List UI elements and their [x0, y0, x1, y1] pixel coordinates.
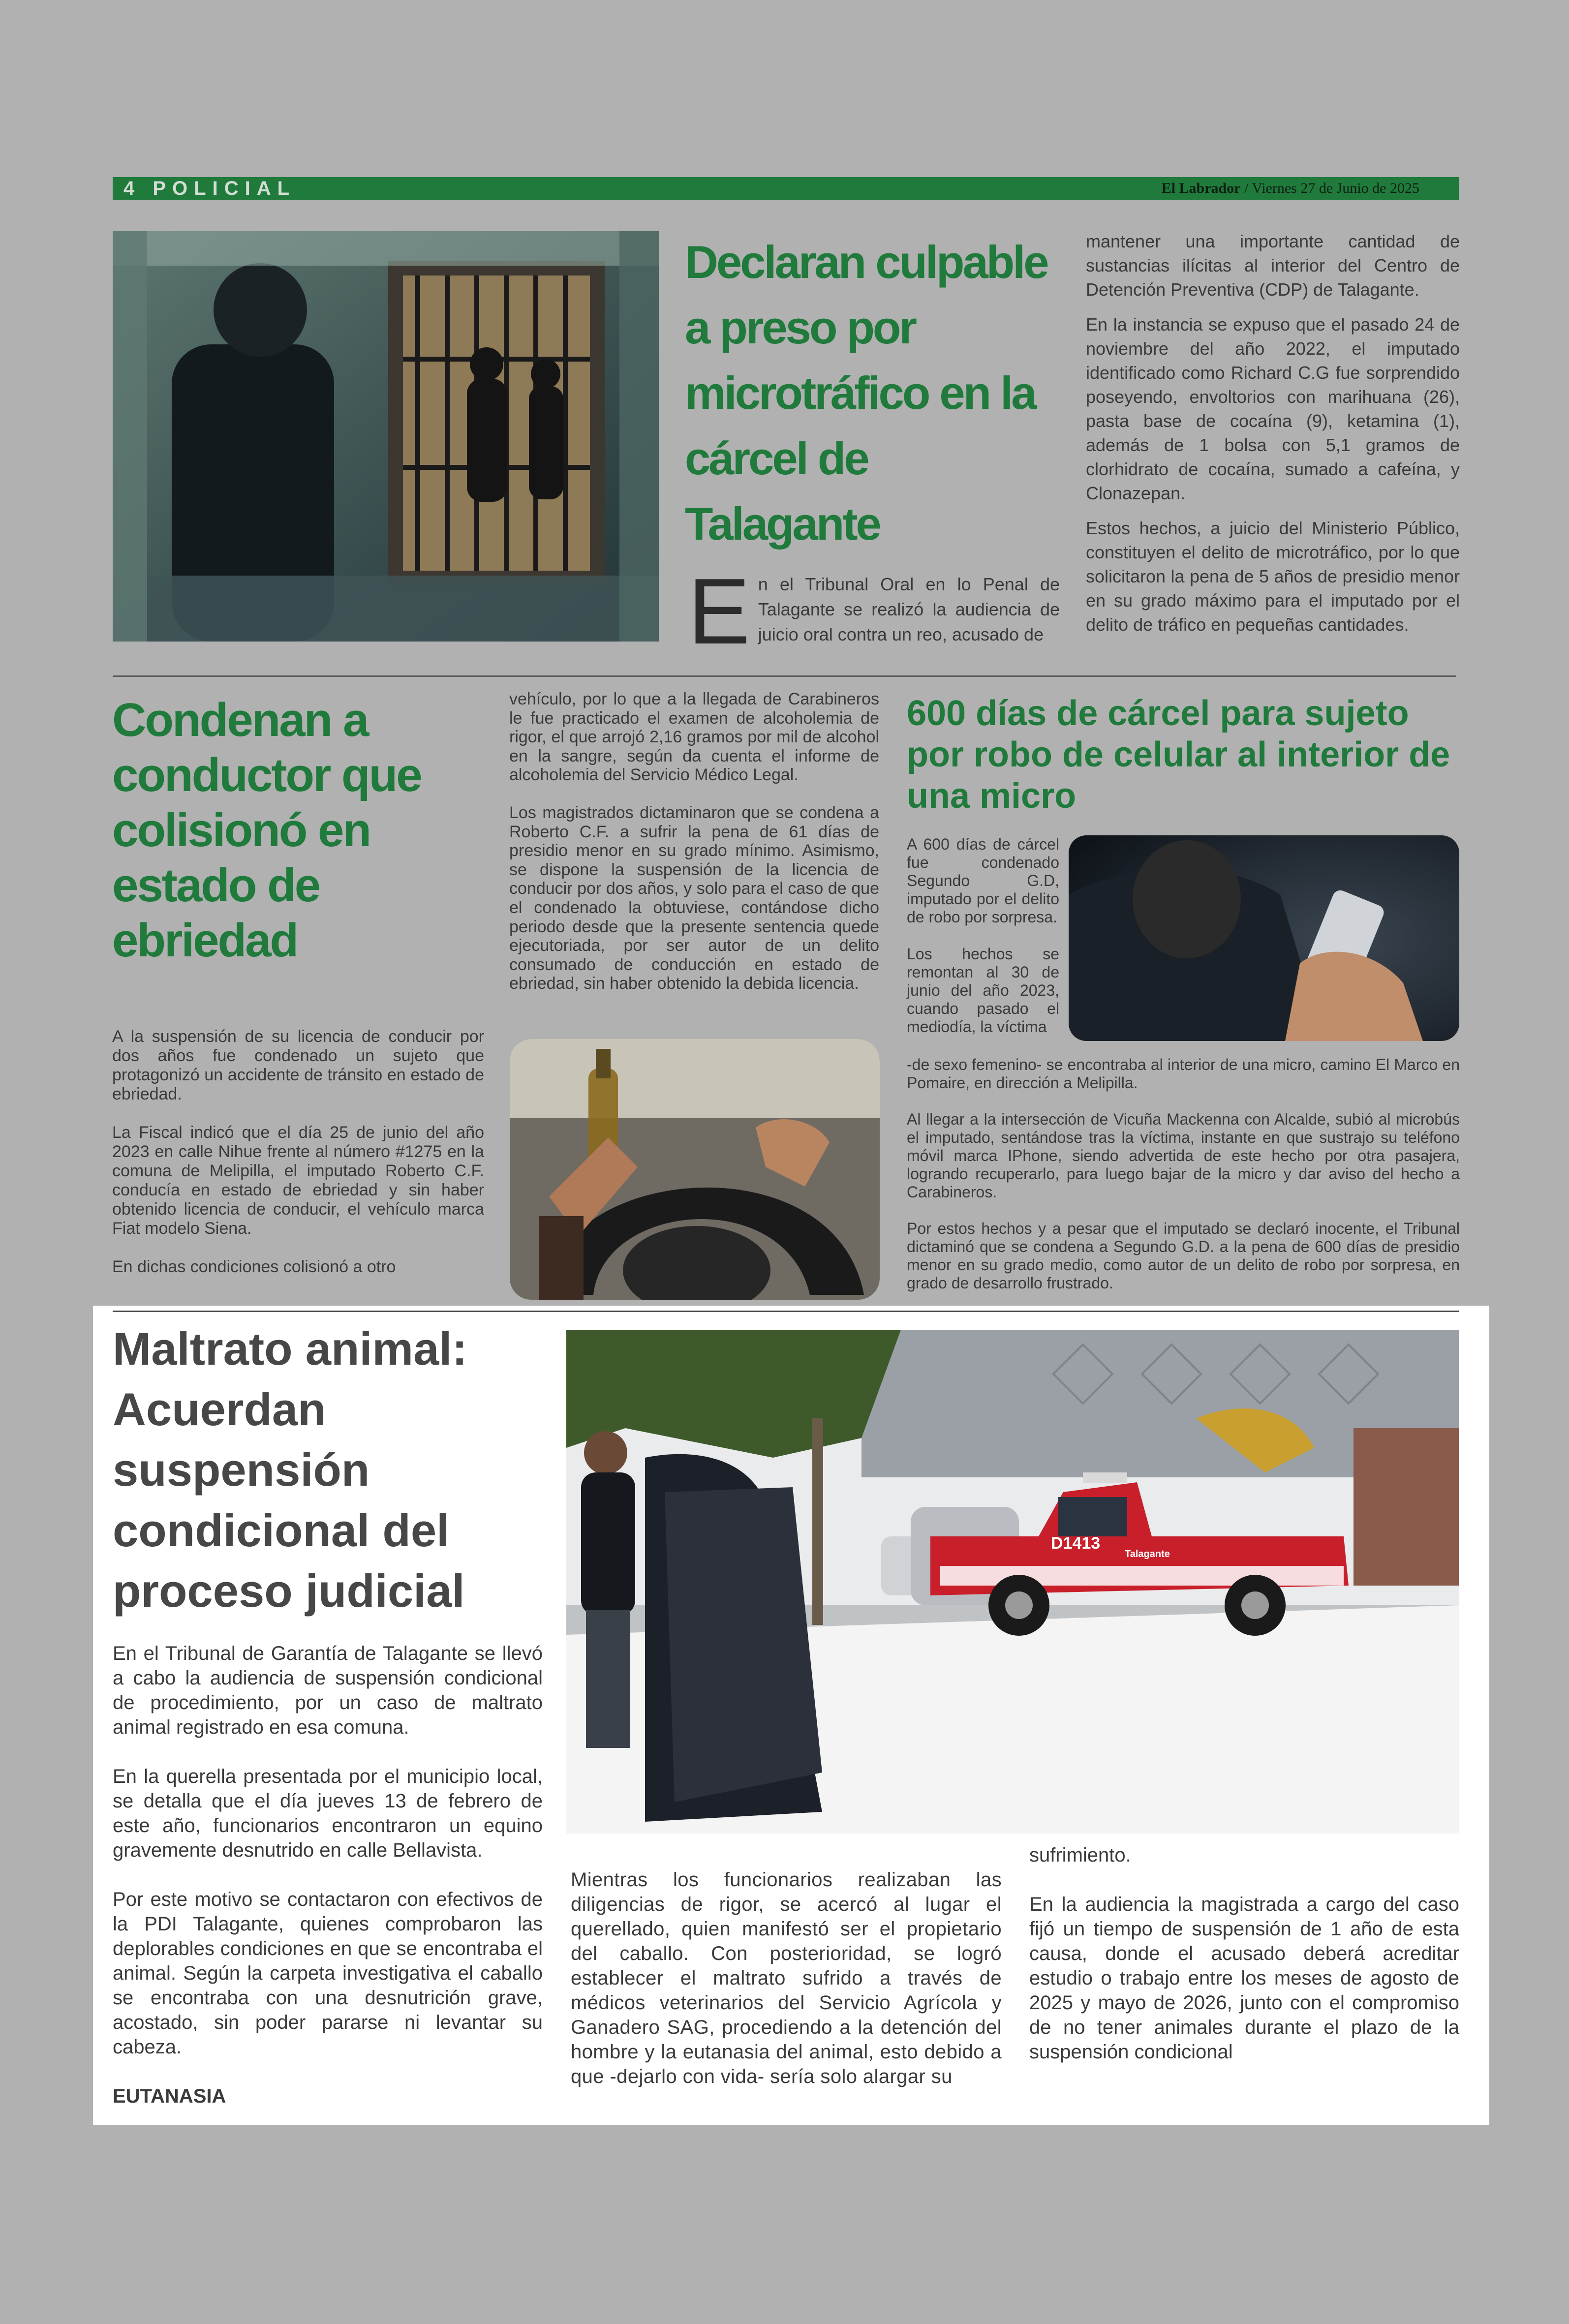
paper-masthead [1162, 177, 1419, 200]
issue-date: / Viernes 27 de Junio de 2025 [1240, 180, 1419, 196]
section-header-bar [113, 177, 1459, 200]
article4-paragraph: Por este motivo se contactaron con efectivos de la PDI Talagante, quienes comprobaron las deplorables condiciones en que se encontraba el animal. Según la carpeta investigativa el caballo se encontraba con una desnutrición grave, acostado, sin poder pararse ni levantar su cabeza. [113, 1889, 543, 2058]
article2-paragraph: vehículo, por lo que a la llegada de Carabineros le fue practicado el examen de alcoholemia de rigor, el que arrojó 2,16 gramos por mil de alcohol en la sangre, según da cuenta el informe de alcoholemia del Servicio Médico Legal. [509, 690, 879, 785]
article2-paragraph: La Fiscal indicó que el día 25 de junio del año 2023 en calle Nihue frente al número #1275 en la comuna de Melipilla, el imputado Roberto C.F. conducía en estado de ebriedad y sin haber obtenido licencia de conducir, el vehículo marca Fiat modelo Siena. [112, 1123, 484, 1238]
phone-hand-photo [1069, 835, 1459, 1041]
article3-paragraph: A 600 días de cárcel fue condenado Segundo G.D, imputado por el delito de robo por sorpresa. [907, 835, 1059, 926]
article2-headline: Condenan a conductor que colisionó en estado de ebriedad [112, 694, 421, 967]
drop-cap: E [688, 559, 750, 664]
article4-paragraph: En la audiencia la magistrada a cargo del caso fijó un tiempo de suspensión de 1 año de esta causa, donde el acusado deberá acreditar estudio o trabajo entre los meses de agosto de 2025 y mayo de 2026, junto con el compromiso de no tener animales durante el plazo de la suspensión condicional [1029, 1894, 1459, 2063]
truck-city-label: Talagante [1125, 1549, 1170, 1560]
article3-headline: 600 días de cárcel para sujeto por robo de celular al interior de una micro [907, 694, 1450, 816]
article1-paragraph: mantener una importante cantidad de sustancias ilícitas al interior del Centro de Detención Preventiva (CDP) de Talagante. [1086, 231, 1460, 300]
prison-corridor-photo [113, 231, 659, 642]
article1-body [1086, 229, 1460, 647]
featured-divider [113, 1311, 1459, 1312]
article3-paragraph: -de sexo femenino- se encontraba al interior de una micro, camino El Marco en Pomaire, en dirección a Melipilla. [907, 1056, 1460, 1092]
drunk-driver-photo [510, 1039, 880, 1300]
article4-headline: Maltrato animal: Acuerdan suspensión condicional del proceso judicial [113, 1323, 467, 1617]
article1-paragraph: Estos hechos, a juicio del Ministerio Público, constituyen el delito de microtráfico, por lo que solicitaron la pena de 5 años de presidio menor en su grado máximo para el imputado por el delito de tráfico en pequeñas cantidades. [1086, 518, 1460, 635]
article4-body-right [1029, 1843, 1459, 2089]
article2-paragraph: En dichas condiciones colisionó a otro [112, 1257, 396, 1276]
article1-headline: Declaran culpable a preso por microtráfico en la cárcel de Talagante [685, 236, 1047, 550]
article4-body-left [113, 1641, 543, 2133]
article1-paragraph: En la instancia se expuso que el pasado 24 de noviembre del año 2022, el imputado identificado como Richard C.G fue sorprendido poseyendo, envoltorios con marihuana (26), pasta base de cocaína (9), ketamina (1), además de 1 bolsa con 5,1 gramos de clorhidrato de cocaína, sumado a cafeína, y Clonazepan. [1086, 314, 1460, 503]
article4-paragraph: sufrimiento. [1029, 1844, 1131, 1866]
section-label: 4 POLICIAL [123, 178, 296, 199]
article2-body-left [112, 1027, 484, 1296]
article4-paragraph: En el Tribunal de Garantía de Talagante se llevó a cabo la audiencia de suspensión condicional de procedimiento, por un caso de maltrato animal registrado en esa comuna. [113, 1643, 543, 1738]
paper-name: El Labrador [1161, 180, 1241, 196]
article3-paragraph: Los hechos se remontan al 30 de junio del año 2023, cuando pasado el mediodía, la víctima [907, 945, 1059, 1036]
article3-lead [907, 835, 1059, 1055]
article1-intro [688, 559, 1060, 664]
truck-unit-label: D1413 [1051, 1534, 1101, 1553]
article4-body-middle [571, 1867, 1002, 2089]
article2-paragraph: A la suspensión de su licencia de conducir por dos años fue condenado un sujeto que protagonizó un accidente de tránsito en estado de ebriedad. [112, 1027, 484, 1103]
firetruck-street-photo [566, 1330, 1459, 1834]
article3-paragraph: Por estos hechos y a pesar que el imputado se declaró inocente, el Tribunal dictaminó que se condena a Segundo G.D. a la pena de 600 días de presidio menor en su grado medio, como autor de un delito de robo por sorpresa, en grado de desarrollo frustrado. [907, 1220, 1460, 1292]
article3-paragraph: Al llegar a la intersección de Vicuña Mackenna con Alcalde, subió al microbús el imputado, sentándose tras la víctima, instante en que sustrajo su teléfono móvil marca IPhone, siendo advertida de este hecho por otra pasajera, logrando recuperarlo, para luego bajar de la micro y dar aviso del hecho a Carabineros. [907, 1110, 1460, 1201]
article1-intro-text: n el Tribunal Oral en lo Penal de Talagante se realizó la audiencia de juicio oral contra un reo, acusado de [758, 574, 1060, 644]
article2-paragraph: Los magistrados dictaminaron que se condena a Roberto C.F. a sufrir la pena de 61 días de presidio menor en su grado mínimo. Asimismo, se dispone la suspensión de la licencia de conducir por dos años, y solo para el caso de que el condenado la obtuviese, contándose dicho periodo desde que la presente sentencia quede ejecutoriada, por ser autor de un delito consumado de conducción en estado de ebriedad, sin haber obtenido la debida licencia. [509, 803, 879, 993]
article4-subheading: EUTANASIA [113, 2085, 226, 2107]
article3-body [907, 1056, 1460, 1311]
article4-paragraph: Mientras los funcionarios realizaban las diligencias de rigor, se acercó al lugar el querellado, quien manifestó ser el propietario del caballo. Con posterioridad, se logró establecer el maltrato sufrido a través de médicos veterinarios del Servicio Agrícola y Ganadero SAG, procediendo a la detención del hombre y la eutanasia del animal, esto debido a que -dejarlo con vida- sería solo alargar su [571, 1869, 1002, 2087]
article4-paragraph: En la querella presentada por el municipio local, se detalla que el día jueves 13 de febrero de este año, funcionarios encontraron un equino gravemente desnutrido en calle Bellavista. [113, 1766, 543, 1861]
article2-body-middle [509, 690, 879, 1012]
section-divider [113, 675, 1456, 677]
